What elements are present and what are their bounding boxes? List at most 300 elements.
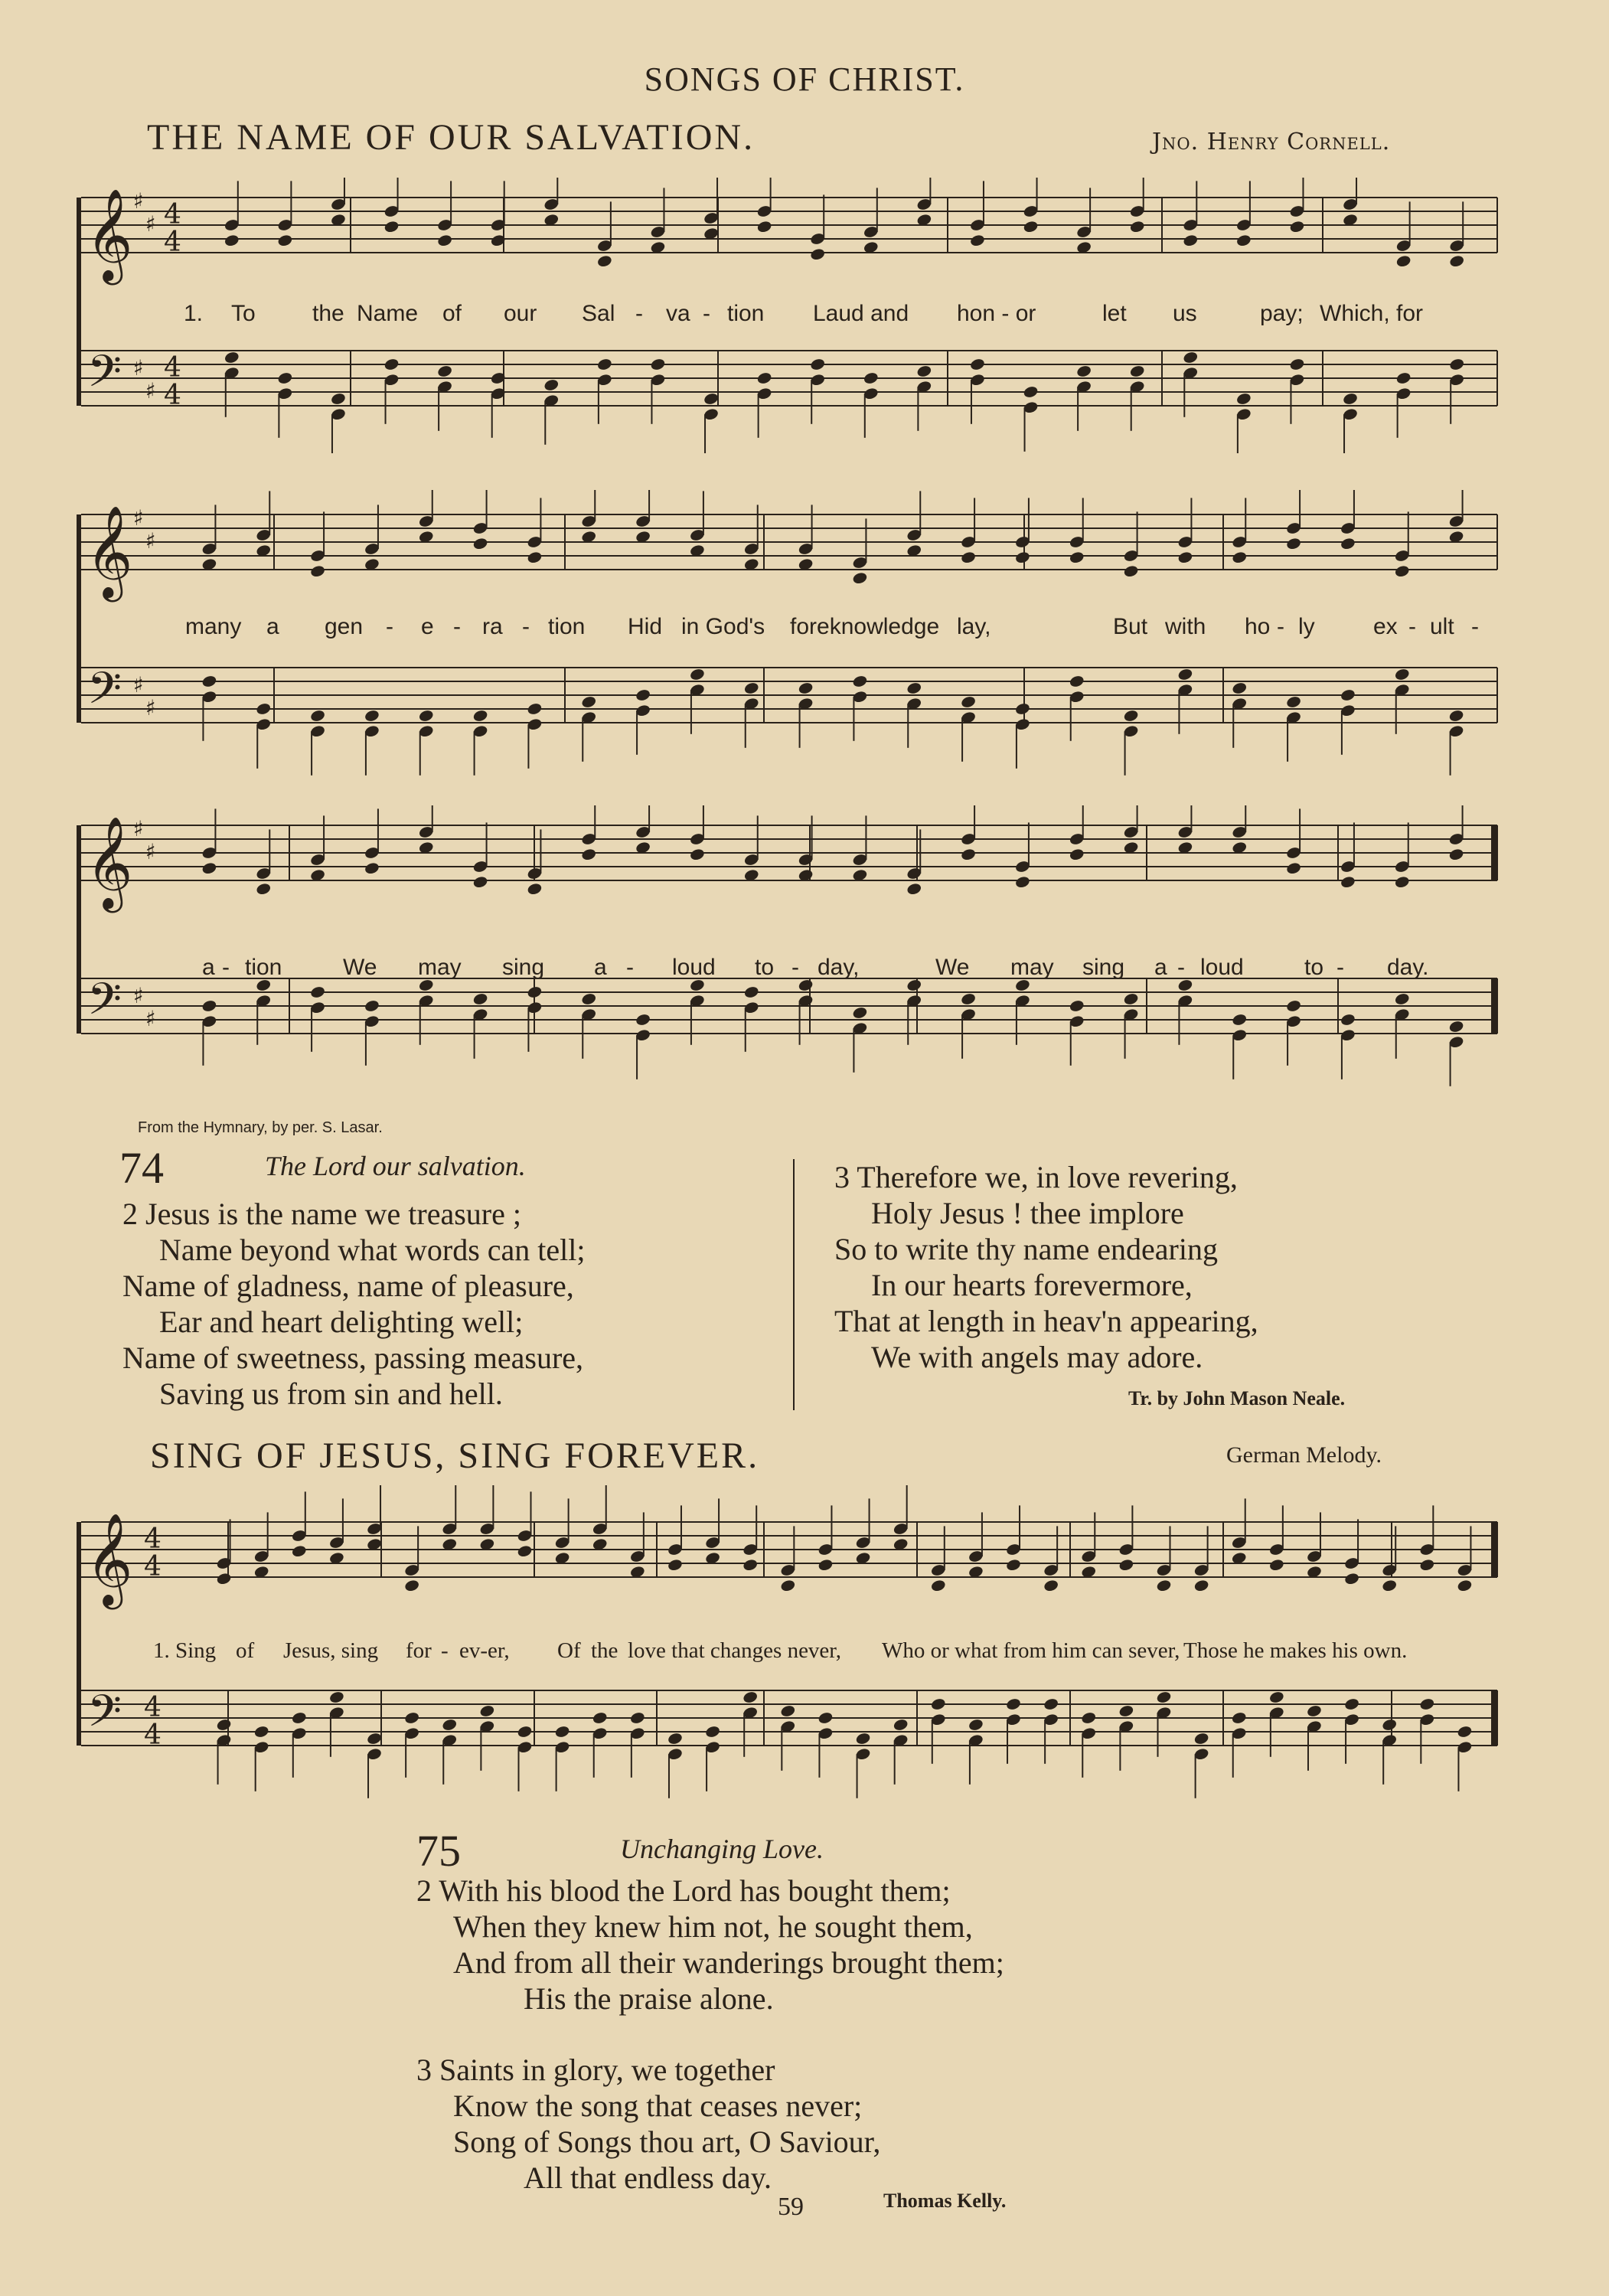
note-head bbox=[479, 1704, 495, 1718]
note-head bbox=[1075, 364, 1092, 378]
note-head bbox=[201, 861, 217, 875]
stanza-2 bbox=[416, 1873, 1004, 2017]
note-head bbox=[960, 695, 976, 709]
note-head bbox=[863, 371, 879, 385]
note-head bbox=[1123, 992, 1139, 1006]
note-head bbox=[1448, 848, 1464, 861]
note-head bbox=[309, 709, 325, 723]
note-head bbox=[742, 1690, 759, 1704]
lyric-hyphen: - bbox=[791, 955, 799, 980]
time-signature: 4 bbox=[164, 199, 181, 230]
lyric-word: to bbox=[755, 955, 775, 980]
note-head bbox=[1340, 875, 1356, 889]
note-head bbox=[216, 1572, 232, 1586]
stanza-line: So to write thy name endearing bbox=[834, 1232, 1218, 1266]
note-head bbox=[1232, 1013, 1248, 1027]
note-head bbox=[635, 688, 651, 702]
note-head bbox=[1156, 1690, 1172, 1704]
note-head bbox=[1449, 358, 1465, 371]
lyric-word: 1. Sing bbox=[153, 1638, 217, 1663]
key-sharp: ♯ bbox=[145, 378, 156, 403]
lyric-word: many bbox=[185, 614, 242, 639]
note-head bbox=[703, 392, 719, 406]
note-head bbox=[581, 848, 597, 861]
note-head bbox=[1343, 1572, 1359, 1586]
key-sharp: ♯ bbox=[145, 211, 156, 237]
stanza-line: That at length in heav'n appearing, bbox=[834, 1304, 1258, 1338]
lyric-word: in God's bbox=[681, 614, 765, 639]
note-head bbox=[472, 992, 488, 1006]
stanza-line: Holy Jesus ! thee implore bbox=[871, 1196, 1184, 1230]
translator-credit: Tr. by John Mason Neale. bbox=[1128, 1387, 1346, 1409]
note-head bbox=[780, 1704, 796, 1718]
note-head bbox=[581, 695, 597, 709]
lyric-word: ult bbox=[1430, 614, 1454, 639]
key-sharp: ♯ bbox=[133, 505, 144, 531]
lyric-word: loud bbox=[1200, 955, 1244, 980]
key-sharp: ♯ bbox=[133, 188, 144, 214]
composer: Jno. Henry Cornell. bbox=[1152, 129, 1391, 155]
lyric-word: sing bbox=[1082, 955, 1125, 980]
treble-clef: 𝄞 bbox=[86, 505, 133, 598]
note-head bbox=[527, 985, 543, 999]
system-brace bbox=[77, 198, 81, 406]
note-head bbox=[689, 668, 705, 681]
time-signature: 4 bbox=[144, 1692, 162, 1723]
stanza-line: And from all their wanderings brought them; bbox=[453, 1945, 1004, 1980]
note-head bbox=[527, 550, 543, 564]
lyric-word: our bbox=[504, 301, 537, 326]
lyrics-line-3 bbox=[202, 955, 1519, 985]
note-head bbox=[1069, 999, 1085, 1013]
lyric-word: foreknowledge bbox=[790, 614, 940, 639]
final-barline bbox=[1491, 978, 1497, 1034]
note-head bbox=[968, 1718, 984, 1732]
hymn-number: 75 bbox=[416, 1826, 461, 1876]
note-head bbox=[256, 882, 272, 896]
treble-clef: 𝄞 bbox=[86, 815, 133, 909]
note-head bbox=[330, 392, 346, 406]
bass-clef: 𝄢 bbox=[87, 973, 122, 1036]
lyric-word: Which, for bbox=[1320, 301, 1424, 326]
note-head bbox=[1177, 550, 1193, 564]
note-head bbox=[309, 985, 325, 999]
note-head bbox=[216, 1718, 232, 1732]
stanza-line: Name of sweetness, passing measure, bbox=[122, 1341, 584, 1375]
note-head bbox=[201, 674, 217, 688]
lyric-word: ev-er, bbox=[459, 1638, 510, 1663]
stanza-line: Saving us from sin and hell. bbox=[159, 1377, 503, 1411]
note-head bbox=[667, 1732, 683, 1746]
note-head bbox=[893, 1718, 909, 1732]
note-head bbox=[1005, 1558, 1021, 1572]
lyric-word: Jesus, sing bbox=[283, 1638, 379, 1663]
lyric-word: gen bbox=[325, 614, 364, 639]
note-head bbox=[1448, 1020, 1464, 1034]
lyric-word: lay, bbox=[957, 614, 991, 639]
note-head bbox=[291, 1711, 307, 1725]
time-signature: 4 bbox=[164, 227, 181, 258]
note-head bbox=[704, 1725, 720, 1739]
note-head bbox=[364, 709, 380, 723]
stanza-line: We with angels may adore. bbox=[871, 1340, 1203, 1374]
note-head bbox=[780, 1579, 796, 1592]
note-head bbox=[667, 1558, 683, 1572]
note-head bbox=[1005, 1697, 1021, 1711]
lyric-word: We bbox=[343, 955, 377, 980]
lyric-hyphen: - bbox=[441, 1638, 449, 1663]
note-head bbox=[635, 1013, 651, 1027]
note-head bbox=[1419, 1697, 1435, 1711]
lyrics-line-4 bbox=[153, 1638, 1470, 1669]
lyric-word: pay; bbox=[1260, 301, 1304, 326]
lyric-hyphen: - bbox=[1471, 614, 1479, 639]
note-head bbox=[277, 371, 293, 385]
note-head bbox=[527, 702, 543, 716]
note-head bbox=[1129, 220, 1145, 234]
note-head bbox=[1069, 550, 1085, 564]
lyric-word: for bbox=[406, 1638, 432, 1663]
time-signature: 4 bbox=[164, 352, 181, 384]
note-head bbox=[810, 247, 826, 261]
note-head bbox=[472, 709, 488, 723]
note-head bbox=[1123, 709, 1139, 723]
key-sharp: ♯ bbox=[145, 528, 156, 554]
lyric-hyphen: - bbox=[703, 301, 710, 326]
lyric-word: to bbox=[1304, 955, 1324, 980]
running-head: SONGS OF CHRIST. bbox=[644, 60, 965, 98]
lyric-word: sing bbox=[502, 955, 545, 980]
note-head bbox=[960, 550, 976, 564]
note-head bbox=[852, 674, 868, 688]
lyric-word: tion bbox=[727, 301, 765, 326]
note-head bbox=[527, 882, 543, 896]
note-head bbox=[1129, 364, 1145, 378]
note-head bbox=[554, 1725, 570, 1739]
source-credit: From the Hymnary, by per. S. Lasar. bbox=[138, 1119, 383, 1136]
final-barline bbox=[1491, 1690, 1497, 1746]
note-head bbox=[1382, 1579, 1398, 1592]
author-credit: Thomas Kelly. bbox=[883, 2190, 1007, 2212]
note-head bbox=[1193, 1732, 1209, 1746]
lyric-word: ex bbox=[1373, 614, 1398, 639]
note-head bbox=[1342, 392, 1358, 406]
lyric-hyphen: - bbox=[522, 614, 530, 639]
note-head bbox=[1419, 1558, 1435, 1572]
note-head bbox=[309, 564, 325, 578]
note-head bbox=[1394, 992, 1410, 1006]
note-head bbox=[855, 1732, 871, 1746]
note-head bbox=[756, 220, 772, 234]
note-head bbox=[1268, 1690, 1284, 1704]
note-head bbox=[1023, 385, 1039, 399]
time-signature: 4 bbox=[144, 1524, 162, 1555]
note-head bbox=[403, 1579, 419, 1592]
page-number: 59 bbox=[778, 2193, 804, 2221]
note-head bbox=[1395, 254, 1412, 268]
lyric-word: us bbox=[1173, 301, 1197, 326]
note-head bbox=[930, 1579, 946, 1592]
note-head bbox=[1023, 220, 1039, 234]
stanza-2 bbox=[122, 1196, 586, 1412]
lyric-word: the bbox=[312, 301, 344, 326]
note-head bbox=[798, 681, 814, 695]
key-sharp: ♯ bbox=[145, 839, 156, 864]
lyric-word: Of bbox=[557, 1638, 581, 1663]
note-head bbox=[743, 681, 759, 695]
note-head bbox=[328, 1690, 344, 1704]
time-signature: 4 bbox=[144, 1551, 162, 1582]
lyric-hyphen: - bbox=[453, 614, 461, 639]
note-head bbox=[253, 1725, 269, 1739]
note-head bbox=[969, 358, 985, 371]
note-head bbox=[1069, 848, 1085, 861]
note-head bbox=[1156, 1579, 1172, 1592]
lyric-hyphen: - bbox=[635, 301, 643, 326]
note-head bbox=[383, 220, 400, 234]
lyric-word: day, bbox=[818, 955, 860, 980]
note-head bbox=[442, 1718, 458, 1732]
note-head bbox=[517, 1544, 533, 1558]
lyric-word: Who or what from him can sever, bbox=[882, 1638, 1180, 1663]
note-head bbox=[403, 1711, 419, 1725]
note-head bbox=[650, 358, 666, 371]
lyric-word: day. bbox=[1387, 955, 1429, 980]
note-head bbox=[1043, 1579, 1059, 1592]
bass-clef: 𝄢 bbox=[87, 1685, 122, 1748]
stanza-line: Ear and heart delighting well; bbox=[159, 1305, 524, 1339]
lyric-word: 1. bbox=[184, 301, 204, 326]
lyric-word: Hid bbox=[628, 614, 663, 639]
lyric-word: ly bbox=[1298, 614, 1315, 639]
lyric-hyphen: - bbox=[386, 614, 393, 639]
note-head bbox=[810, 358, 826, 371]
note-head bbox=[916, 364, 932, 378]
lyric-word: a bbox=[202, 955, 215, 980]
lyric-word: We bbox=[935, 955, 970, 980]
stanza-line: Know the song that ceases never; bbox=[453, 2089, 863, 2123]
lyric-word: Laud and bbox=[813, 301, 909, 326]
note-head bbox=[1268, 1558, 1284, 1572]
note-head bbox=[1343, 1697, 1359, 1711]
lyric-word: tion bbox=[548, 614, 586, 639]
lyric-word: ho bbox=[1245, 614, 1271, 639]
note-head bbox=[1118, 1704, 1134, 1718]
note-head bbox=[517, 1725, 533, 1739]
note-head bbox=[1285, 999, 1301, 1013]
note-head bbox=[852, 1006, 868, 1020]
note-head bbox=[436, 364, 452, 378]
note-head bbox=[1183, 351, 1199, 364]
note-head bbox=[1285, 695, 1301, 709]
note-head bbox=[364, 861, 380, 875]
note-head bbox=[224, 234, 240, 247]
note-head bbox=[743, 985, 759, 999]
lyric-word: love that changes never, bbox=[628, 1638, 842, 1663]
note-head bbox=[596, 358, 612, 371]
note-head bbox=[472, 875, 488, 889]
key-sharp: ♯ bbox=[133, 672, 144, 697]
lyric-word: a bbox=[594, 955, 607, 980]
note-head bbox=[1306, 1704, 1322, 1718]
note-head bbox=[1340, 688, 1356, 702]
lyric-word: a bbox=[1154, 955, 1167, 980]
stanza-line: 3 Saints in glory, we together bbox=[416, 2053, 775, 2087]
lyric-word: let bbox=[1102, 301, 1127, 326]
note-head bbox=[818, 1558, 834, 1572]
note-head bbox=[1043, 1697, 1059, 1711]
note-head bbox=[1232, 681, 1248, 695]
column-divider bbox=[793, 1159, 795, 1410]
lyric-hyphen: - bbox=[1277, 614, 1284, 639]
note-head bbox=[1394, 668, 1410, 681]
stanza-line: All that endless day. bbox=[524, 2160, 772, 2195]
lyric-word: with bbox=[1165, 614, 1206, 639]
lyric-word: may bbox=[1010, 955, 1054, 980]
lyrics-line-2 bbox=[185, 614, 1502, 645]
stanza-line: 2 With his blood the Lord has bought them; bbox=[416, 1873, 951, 1908]
system-brace bbox=[77, 1522, 81, 1746]
composer: German Melody. bbox=[1226, 1442, 1382, 1468]
treble-clef: 𝄞 bbox=[86, 188, 133, 281]
lyric-word: Those he makes his own. bbox=[1183, 1638, 1408, 1663]
note-head bbox=[818, 1711, 834, 1725]
lyric-hyphen: - bbox=[1336, 955, 1344, 980]
bass-clef: 𝄢 bbox=[87, 662, 122, 725]
note-head bbox=[1448, 709, 1464, 723]
bass-clef: 𝄢 bbox=[87, 345, 122, 408]
note-head bbox=[906, 882, 922, 896]
note-head bbox=[256, 702, 272, 716]
note-head bbox=[1235, 234, 1252, 247]
lyric-word: of bbox=[236, 1638, 255, 1663]
lyric-word: ra bbox=[482, 614, 503, 639]
note-head bbox=[364, 999, 380, 1013]
lyric-word: Name bbox=[357, 301, 419, 326]
lyric-hyphen: - bbox=[1408, 614, 1416, 639]
lyric-word: the bbox=[591, 1638, 618, 1663]
stanza-3 bbox=[416, 2052, 880, 2196]
lyric-word: va bbox=[666, 301, 690, 326]
treble-clef: 𝄞 bbox=[86, 1512, 133, 1605]
note-head bbox=[1232, 550, 1248, 564]
lyrics-line-1 bbox=[184, 301, 1500, 331]
lyric-word: tion bbox=[245, 955, 282, 980]
note-head bbox=[1231, 1711, 1247, 1725]
hymn-text-title: The Lord our salvation. bbox=[265, 1151, 526, 1181]
note-head bbox=[1340, 1013, 1356, 1027]
key-sharp: ♯ bbox=[145, 1006, 156, 1031]
note-head bbox=[969, 234, 985, 247]
stanza-line: When they knew him not, he sought them, bbox=[453, 1909, 973, 1944]
lyric-hyphen: - bbox=[222, 955, 230, 980]
stanza-line: 2 Jesus is the name we treasure ; bbox=[122, 1197, 521, 1231]
note-head bbox=[960, 848, 976, 861]
note-head bbox=[1177, 668, 1193, 681]
note-head bbox=[1289, 220, 1305, 234]
final-barline bbox=[1491, 825, 1497, 880]
note-head bbox=[1394, 564, 1410, 578]
lyric-word: may bbox=[418, 955, 462, 980]
lyric-word: Sal bbox=[582, 301, 615, 326]
lyric-word: of bbox=[442, 301, 462, 326]
note-head bbox=[224, 351, 240, 364]
key-sharp: ♯ bbox=[133, 816, 144, 841]
stanza-line: Song of Songs thou art, O Saviour, bbox=[453, 2125, 881, 2159]
stanza-line: In our hearts forevermore, bbox=[871, 1268, 1193, 1302]
note-head bbox=[581, 992, 597, 1006]
lyric-hyphen: - bbox=[1177, 955, 1185, 980]
note-head bbox=[1081, 1711, 1097, 1725]
note-head bbox=[852, 571, 868, 585]
note-head bbox=[960, 992, 976, 1006]
note-head bbox=[1340, 537, 1356, 550]
note-head bbox=[1289, 358, 1305, 371]
time-signature: 4 bbox=[144, 1720, 162, 1751]
stanza-line: Name of gladness, name of pleasure, bbox=[122, 1269, 574, 1303]
key-sharp: ♯ bbox=[133, 355, 144, 380]
note-head bbox=[436, 234, 452, 247]
stanza-line: 3 Therefore we, in love revering, bbox=[834, 1160, 1238, 1194]
hymn-text-title: Unchanging Love. bbox=[620, 1834, 824, 1864]
note-head bbox=[756, 371, 772, 385]
note-head bbox=[592, 1711, 608, 1725]
note-head bbox=[472, 537, 488, 550]
note-head bbox=[1014, 875, 1030, 889]
hymn-title: THE NAME OF OUR SALVATION. bbox=[147, 117, 756, 158]
stanza-line: His the praise alone. bbox=[524, 1981, 774, 2016]
hymn-number: 74 bbox=[119, 1143, 164, 1193]
note-head bbox=[596, 254, 612, 268]
note-head bbox=[1382, 1718, 1398, 1732]
note-head bbox=[1395, 371, 1412, 385]
key-sharp: ♯ bbox=[145, 695, 156, 720]
note-head bbox=[277, 234, 293, 247]
system-brace bbox=[77, 514, 81, 723]
note-head bbox=[1193, 1579, 1209, 1592]
note-head bbox=[1014, 702, 1030, 716]
lyric-word: But bbox=[1113, 614, 1148, 639]
note-head bbox=[689, 848, 705, 861]
note-head bbox=[1235, 392, 1252, 406]
note-head bbox=[930, 1697, 946, 1711]
note-head bbox=[418, 709, 434, 723]
note-head bbox=[366, 1732, 382, 1746]
note-head bbox=[742, 1558, 759, 1572]
note-head bbox=[1285, 861, 1301, 875]
lyric-word: e bbox=[421, 614, 434, 639]
note-head bbox=[1014, 550, 1030, 564]
lyric-word: hon - or bbox=[957, 301, 1036, 326]
note-head bbox=[1123, 564, 1139, 578]
note-head bbox=[201, 999, 217, 1013]
key-sharp: ♯ bbox=[133, 983, 144, 1008]
note-head bbox=[906, 681, 922, 695]
note-head bbox=[1285, 537, 1301, 550]
lyric-word: a bbox=[266, 614, 279, 639]
note-head bbox=[383, 358, 400, 371]
note-head bbox=[291, 1544, 307, 1558]
note-head bbox=[1449, 254, 1465, 268]
note-head bbox=[629, 1711, 645, 1725]
hymn-title: SING OF JESUS, SING FOREVER. bbox=[150, 1435, 760, 1476]
note-head bbox=[1457, 1579, 1473, 1592]
lyric-word: loud bbox=[672, 955, 716, 980]
note-head bbox=[1457, 1725, 1473, 1739]
note-head bbox=[1069, 674, 1085, 688]
stanza-line: Name beyond what words can tell; bbox=[159, 1233, 586, 1267]
final-barline bbox=[1491, 1522, 1497, 1577]
